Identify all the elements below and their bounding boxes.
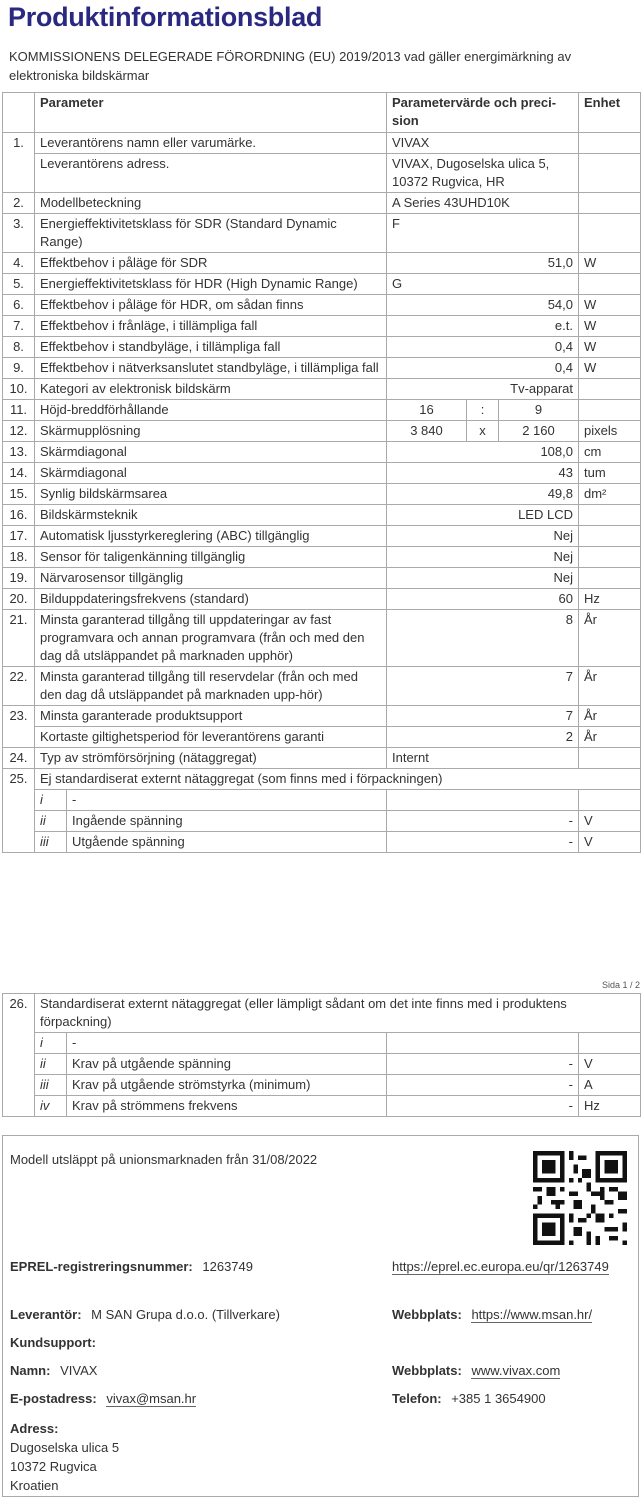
table-row xyxy=(3,706,641,727)
row-parameter: Standardiserat externt nätaggregat (eller lämpligt sådant om det inte finns med i produktens förpackning) xyxy=(35,994,641,1033)
eprel-link-wrap xyxy=(392,1257,617,1276)
row-number xyxy=(3,790,35,811)
sub-label: Krav på utgående strömstyrka (minimum) xyxy=(67,1075,387,1096)
row-number: 11. xyxy=(3,400,35,421)
row-value: e.t. xyxy=(387,316,579,337)
eprel-number: 1263749 xyxy=(202,1259,254,1274)
address-block xyxy=(10,1419,119,1495)
row-unit xyxy=(579,400,641,421)
row-parameter: Skärmupplösning xyxy=(35,421,387,442)
name-label: Namn: xyxy=(10,1363,51,1378)
header-num-cell xyxy=(3,93,35,133)
row-value: G xyxy=(387,274,579,295)
sub-row xyxy=(3,1075,641,1096)
row-value: 7 xyxy=(387,667,579,706)
table-row xyxy=(3,274,641,295)
sub-label: - xyxy=(67,790,387,811)
sub-value: - xyxy=(387,832,579,853)
table-row xyxy=(3,505,641,526)
row-number: 16. xyxy=(3,505,35,526)
row-unit: pixels xyxy=(579,421,641,442)
sub-value: - xyxy=(387,811,579,832)
row-number: 15. xyxy=(3,484,35,505)
address-line: Dugoselska ulica 5 xyxy=(10,1440,120,1455)
sub-index: iii xyxy=(35,832,67,853)
sub-unit xyxy=(579,1033,641,1054)
sub-row xyxy=(3,811,641,832)
row-number: 24. xyxy=(3,748,35,769)
row-unit: År xyxy=(579,667,641,706)
release-date: Modell utsläppt på unionsmarknaden från 31/08/2022 xyxy=(10,1152,318,1167)
website1-label: Webbplats: xyxy=(392,1307,462,1322)
phone-value: +385 1 3654900 xyxy=(451,1391,546,1406)
row-unit: W xyxy=(579,316,641,337)
row-value: 0,4 xyxy=(387,358,579,379)
sub-value xyxy=(387,1033,579,1054)
phone-label: Telefon: xyxy=(392,1391,442,1406)
row-value: Nej xyxy=(387,526,579,547)
sub-unit: Hz xyxy=(579,1096,641,1117)
eprel-label: EPREL-registreringsnummer: xyxy=(10,1259,193,1274)
name-value: VIVAX xyxy=(60,1363,98,1378)
row-number xyxy=(3,1054,35,1075)
table-row xyxy=(3,463,641,484)
sub-row xyxy=(3,790,641,811)
table-row xyxy=(3,193,641,214)
row-parameter: Höjd-breddförhållande xyxy=(35,400,387,421)
row-unit xyxy=(579,193,641,214)
table-row xyxy=(3,526,641,547)
row-number: 20. xyxy=(3,589,35,610)
website2-link[interactable]: www.vivax.com xyxy=(471,1363,561,1378)
row-unit xyxy=(579,379,641,400)
row-unit xyxy=(579,505,641,526)
row-value: F xyxy=(387,214,579,253)
regulation-subtitle: KOMMISSIONENS DELEGERADE FÖRORDNING (EU) 2019/2013 vad gäller energimärkning av elektroniska bildskärmar xyxy=(9,49,572,83)
sub-index: i xyxy=(35,790,67,811)
row-unit xyxy=(579,568,641,589)
website2-row xyxy=(392,1361,560,1380)
address-line: 10372 Rugvica xyxy=(10,1459,97,1474)
row-number: 18. xyxy=(3,547,35,568)
row-unit xyxy=(579,214,641,253)
row-number: 25. xyxy=(3,769,35,790)
footer-panel xyxy=(2,1135,639,1497)
table-row xyxy=(3,133,641,154)
table-row xyxy=(3,610,641,667)
row-number xyxy=(3,727,35,748)
address-line: Kroatien xyxy=(10,1478,59,1493)
header-unit: Enhet xyxy=(579,93,641,133)
row-value: 2 xyxy=(387,727,579,748)
row-number: 4. xyxy=(3,253,35,274)
sub-index: ii xyxy=(35,811,67,832)
row-unit: W xyxy=(579,253,641,274)
row-parameter: Effektbehov i påläge för HDR, om sådan finns xyxy=(35,295,387,316)
row-parameter: Automatisk ljusstyrkereglering (ABC) tillgänglig xyxy=(35,526,387,547)
sub-unit: V xyxy=(579,811,641,832)
table-row xyxy=(3,400,641,421)
website1-row xyxy=(392,1305,592,1324)
row-value: 51,0 xyxy=(387,253,579,274)
name-row xyxy=(10,1361,97,1380)
table-row xyxy=(3,421,641,442)
row-number: 9. xyxy=(3,358,35,379)
table-row xyxy=(3,337,641,358)
row-number: 22. xyxy=(3,667,35,706)
row-value: 43 xyxy=(387,463,579,484)
row-unit: W xyxy=(579,337,641,358)
row-unit xyxy=(579,274,641,295)
row-unit xyxy=(579,133,641,154)
row-number: 14. xyxy=(3,463,35,484)
website2-label: Webbplats: xyxy=(392,1363,462,1378)
sub-row xyxy=(3,832,641,853)
row-unit: År xyxy=(579,727,641,748)
sub-value: - xyxy=(387,1096,579,1117)
supplier-row xyxy=(10,1305,280,1324)
sub-label: Utgående spänning xyxy=(67,832,387,853)
row-value: 60 xyxy=(387,589,579,610)
row-number: 6. xyxy=(3,295,35,316)
row-unit xyxy=(579,526,641,547)
row-number xyxy=(3,811,35,832)
sub-unit: V xyxy=(579,832,641,853)
table-row xyxy=(3,214,641,253)
row-number xyxy=(3,1033,35,1054)
row-value: 8 xyxy=(387,610,579,667)
eprel-row xyxy=(10,1257,253,1276)
row-parameter: Leverantörens adress. xyxy=(35,154,387,193)
table-row xyxy=(3,154,641,193)
row-unit: tum xyxy=(579,463,641,484)
sub-unit: A xyxy=(579,1075,641,1096)
parameter-table xyxy=(2,92,641,853)
row-number: 21. xyxy=(3,610,35,667)
row-parameter: Effektbehov i frånläge, i tillämpliga fall xyxy=(35,316,387,337)
row-number: 1. xyxy=(3,133,35,154)
table-row xyxy=(3,748,641,769)
row-unit: cm xyxy=(579,442,641,463)
sub-label: Ingående spänning xyxy=(67,811,387,832)
row-parameter: Synlig bildskärmsarea xyxy=(35,484,387,505)
email-row xyxy=(10,1389,196,1408)
row-value: Nej xyxy=(387,547,579,568)
row-parameter: Minsta garanterad tillgång till uppdateringar av fast programvara och annan programvara (från och med den dag då utsläppandet på marknaden upphör) xyxy=(35,610,387,667)
row-parameter: Typ av strömförsörjning (nätaggregat) xyxy=(35,748,387,769)
row-parameter: Modellbeteckning xyxy=(35,193,387,214)
table-row xyxy=(3,358,641,379)
row-unit xyxy=(579,748,641,769)
row-parameter: Minsta garanterad tillgång till reservdelar (från och med den dag då utsläppandet på marknaden upp-hör) xyxy=(35,667,387,706)
table-row xyxy=(3,379,641,400)
table-row xyxy=(3,568,641,589)
row-parameter: Kortaste giltighetsperiod för leverantörens garanti xyxy=(35,727,387,748)
row-value: VIVAX xyxy=(387,133,579,154)
website1-link[interactable]: https://www.msan.hr/ xyxy=(471,1307,593,1322)
row-number xyxy=(3,1096,35,1117)
sub-label: Krav på utgående spänning xyxy=(67,1054,387,1075)
sub-row xyxy=(3,1096,641,1117)
header-value: Parametervärde och preci-sion xyxy=(387,93,579,133)
row-number: 26. xyxy=(3,994,35,1033)
row-unit: Hz xyxy=(579,589,641,610)
row-number: 23. xyxy=(3,706,35,727)
row-number: 19. xyxy=(3,568,35,589)
row-parameter: Minsta garanterade produktsupport xyxy=(35,706,387,727)
table-row xyxy=(3,769,641,790)
table-row xyxy=(3,727,641,748)
row-value: Tv-apparat xyxy=(387,379,579,400)
row-value: A Series 43UHD10K xyxy=(387,193,579,214)
row-value-first: 16 xyxy=(387,400,467,421)
phone-row xyxy=(392,1389,546,1408)
row-number xyxy=(3,832,35,853)
row-number: 5. xyxy=(3,274,35,295)
row-parameter: Effektbehov i standbyläge, i tillämpliga fall xyxy=(35,337,387,358)
row-value-second: 2 160 xyxy=(499,421,579,442)
row-unit: W xyxy=(579,295,641,316)
row-parameter: Kategori av elektronisk bildskärm xyxy=(35,379,387,400)
sub-value: - xyxy=(387,1075,579,1096)
row-parameter: Effektbehov i nätverksanslutet standbyläge, i tillämpliga fall xyxy=(35,358,387,379)
row-value: 7 xyxy=(387,706,579,727)
power-supply-table xyxy=(2,993,641,1117)
row-unit: År xyxy=(579,610,641,667)
sub-label: - xyxy=(67,1033,387,1054)
row-unit: År xyxy=(579,706,641,727)
row-parameter: Leverantörens namn eller varumärke. xyxy=(35,133,387,154)
sub-label: Krav på strömmens frekvens xyxy=(67,1096,387,1117)
row-parameter: Skärmdiagonal xyxy=(35,442,387,463)
row-value: 49,8 xyxy=(387,484,579,505)
sub-row xyxy=(3,1033,641,1054)
support-label: Kundsupport: xyxy=(10,1335,96,1350)
row-number: 17. xyxy=(3,526,35,547)
row-value-first: 3 840 xyxy=(387,421,467,442)
row-number: 13. xyxy=(3,442,35,463)
row-parameter: Ej standardiserat externt nätaggregat (som finns med i förpackningen) xyxy=(35,769,641,790)
table-row xyxy=(3,589,641,610)
row-value-separator: x xyxy=(467,421,499,442)
sub-value xyxy=(387,790,579,811)
supplier-value: M SAN Grupa d.o.o. (Tillverkare) xyxy=(91,1307,280,1322)
row-number: 10. xyxy=(3,379,35,400)
sub-index: iv xyxy=(35,1096,67,1117)
row-parameter: Skärmdiagonal xyxy=(35,463,387,484)
table-row xyxy=(3,442,641,463)
row-value: VIVAX, Dugoselska ulica 5, 10372 Rugvica, HR xyxy=(387,154,579,193)
table-row xyxy=(3,295,641,316)
sub-index: iii xyxy=(35,1075,67,1096)
sub-value: - xyxy=(387,1054,579,1075)
row-number: 12. xyxy=(3,421,35,442)
email-link[interactable]: vivax@msan.hr xyxy=(106,1391,197,1406)
row-unit: W xyxy=(579,358,641,379)
table-row xyxy=(3,484,641,505)
row-number xyxy=(3,1075,35,1096)
row-value-separator: : xyxy=(467,400,499,421)
row-parameter: Sensor för taligenkänning tillgänglig xyxy=(35,547,387,568)
row-unit xyxy=(579,547,641,568)
header-parameter: Parameter xyxy=(35,93,387,133)
row-value: 54,0 xyxy=(387,295,579,316)
address-label: Adress: xyxy=(10,1421,59,1436)
qr-code-icon xyxy=(533,1151,627,1245)
table-header-row xyxy=(3,93,641,133)
sub-index: ii xyxy=(35,1054,67,1075)
table-row xyxy=(3,994,641,1033)
sub-unit: V xyxy=(579,1054,641,1075)
page-title: Produktinformationsblad xyxy=(8,2,323,32)
row-parameter: Bildskärmsteknik xyxy=(35,505,387,526)
row-number: 8. xyxy=(3,337,35,358)
row-unit: dm² xyxy=(579,484,641,505)
page-number: Sida 1 / 2 xyxy=(601,980,640,990)
support-heading xyxy=(10,1333,102,1352)
row-value: 108,0 xyxy=(387,442,579,463)
row-number: 7. xyxy=(3,316,35,337)
row-parameter: Energieffektivitetsklass för HDR (High Dynamic Range) xyxy=(35,274,387,295)
row-parameter: Bilduppdateringsfrekvens (standard) xyxy=(35,589,387,610)
row-number: 3. xyxy=(3,214,35,253)
row-value: 0,4 xyxy=(387,337,579,358)
row-parameter: Närvarosensor tillgänglig xyxy=(35,568,387,589)
row-parameter: Effektbehov i påläge för SDR xyxy=(35,253,387,274)
table-row xyxy=(3,547,641,568)
eprel-link[interactable]: https://eprel.ec.europa.eu/qr/1263749 xyxy=(392,1259,609,1274)
sub-unit xyxy=(579,790,641,811)
row-value-second: 9 xyxy=(499,400,579,421)
supplier-label: Leverantör: xyxy=(10,1307,82,1322)
row-value: LED LCD xyxy=(387,505,579,526)
email-label: E-postadress: xyxy=(10,1391,97,1406)
row-number: 2. xyxy=(3,193,35,214)
table-row xyxy=(3,253,641,274)
row-number xyxy=(3,154,35,193)
row-unit xyxy=(579,154,641,193)
table-row xyxy=(3,316,641,337)
sub-row xyxy=(3,1054,641,1075)
row-parameter: Energieffektivitetsklass för SDR (Standard Dynamic Range) xyxy=(35,214,387,253)
row-value: Internt xyxy=(387,748,579,769)
row-value: Nej xyxy=(387,568,579,589)
sub-index: i xyxy=(35,1033,67,1054)
table-row xyxy=(3,667,641,706)
